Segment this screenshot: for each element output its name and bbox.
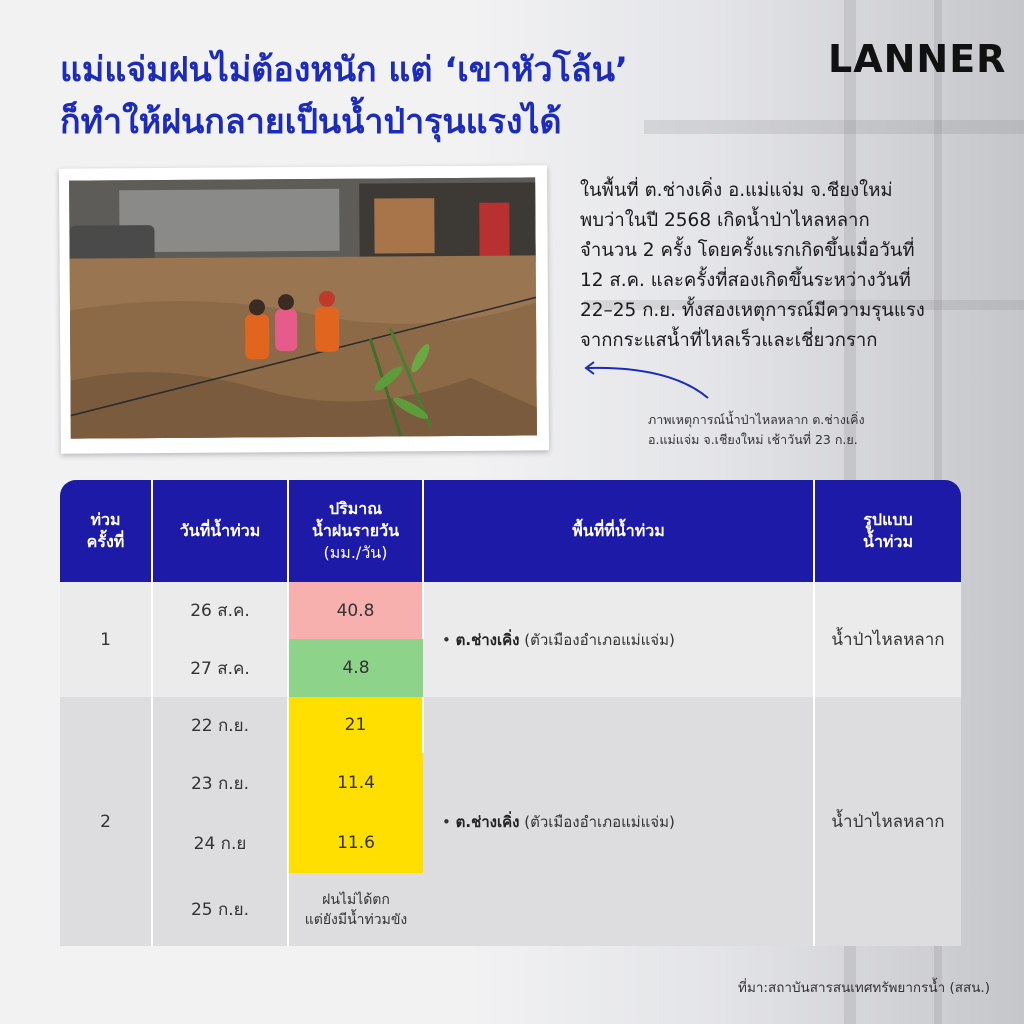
flood-date: 24 ก.ย (152, 813, 288, 873)
flood-photo (69, 177, 537, 438)
lanner-logo (828, 36, 1007, 81)
header-flood-area: พื้นที่ที่น้ำท่วม (423, 480, 814, 582)
flood-area: • ต.ช่างเคิ่ง (ตัวเมืองอำเภอแม่แจ่ม) (423, 582, 814, 697)
caption-line: ภาพเหตุการณ์น้ำป่าไหลหลาก ต.ช่างเคิ่ง (648, 412, 865, 427)
description-line: จากกระแสน้ำที่ไหลเร็วและเชี่ยวกราก (580, 330, 878, 351)
rainfall-value: 11.4 (288, 753, 423, 813)
photo-caption (648, 410, 948, 450)
flood-table (60, 480, 961, 946)
flood-photo-frame (59, 165, 549, 453)
title-line-1: แม่แจ่มฝนไม่ต้องหนัก แต่ ‘เขาหัวโล้น’ (60, 50, 628, 90)
logo-wordmark: LANNER (828, 37, 1007, 81)
header-flood-count: ท่วม ครั้งที่ (60, 480, 152, 582)
description-line: 12 ส.ค. และครั้งที่สองเกิดขึ้นระหว่างวันที่ (580, 270, 911, 291)
description-line: พบว่าในปี 2568 เกิดน้ำป่าไหลหลาก (580, 210, 870, 231)
area-name: ต.ช่างเคิ่ง (455, 812, 520, 831)
header-rainfall: ปริมาณ น้ำฝนรายวัน (มม./วัน) (288, 480, 423, 582)
table-row (60, 697, 961, 753)
flood-date: 23 ก.ย. (152, 753, 288, 813)
rainfall-value: 40.8 (288, 582, 423, 639)
rainfall-note: ฝนไม่ได้ตก แต่ยังมีน้ำท่วมขัง (288, 873, 423, 946)
source-note: ที่มา:สถาบันสารสนเทศทรัพยากรน้ำ (สสน.) (738, 980, 990, 996)
flood-date: 27 ส.ค. (152, 639, 288, 697)
logo-mark (828, 36, 1007, 81)
flood-area: • ต.ช่างเคิ่ง (ตัวเมืองอำเภอแม่แจ่ม) (423, 697, 814, 946)
description-text (580, 176, 990, 356)
header-flood-date: วันที่น้ำท่วม (152, 480, 288, 582)
rainfall-value: 4.8 (288, 639, 423, 697)
caption-line: อ.แม่แจ่ม จ.เชียงใหม่ เช้าวันที่ 23 ก.ย. (648, 432, 858, 447)
flood-date: 25 ก.ย. (152, 873, 288, 946)
flood-date: 22 ก.ย. (152, 697, 288, 753)
area-name: ต.ช่างเคิ่ง (455, 630, 520, 649)
area-detail: (ตัวเมืองอำเภอแม่แจ่ม) (524, 630, 675, 649)
flood-photo-illustration (69, 177, 537, 438)
area-detail: (ตัวเมืองอำเภอแม่แจ่ม) (524, 812, 675, 831)
table-row (60, 582, 961, 639)
flood-date: 26 ส.ค. (152, 582, 288, 639)
description-line: 22–25 ก.ย. ทั้งสองเหตุการณ์มีความรุนแรง (580, 300, 925, 321)
curved-arrow-icon (580, 358, 720, 408)
event-number: 1 (60, 582, 152, 697)
table-header-row (60, 480, 961, 582)
flood-type: น้ำป่าไหลหลาก (814, 582, 961, 697)
title-line-2: ก็ทำให้ฝนกลายเป็นน้ำป่ารุนแรงได้ (60, 102, 562, 142)
rainfall-value: 11.6 (288, 813, 423, 873)
description-line: ในพื้นที่ ต.ช่างเคิ่ง อ.แม่แจ่ม จ.ชียงใหม่ (580, 180, 893, 201)
description-line: จำนวน 2 ครั้ง โดยครั้งแรกเกิดขึ้นเมื่อวันที่ (580, 240, 915, 261)
rainfall-value: 21 (288, 697, 423, 753)
flood-type: น้ำป่าไหลหลาก (814, 697, 961, 946)
page-title (60, 44, 780, 148)
event-number: 2 (60, 697, 152, 946)
header-flood-type: รูปแบบ น้ำท่วม (814, 480, 961, 582)
